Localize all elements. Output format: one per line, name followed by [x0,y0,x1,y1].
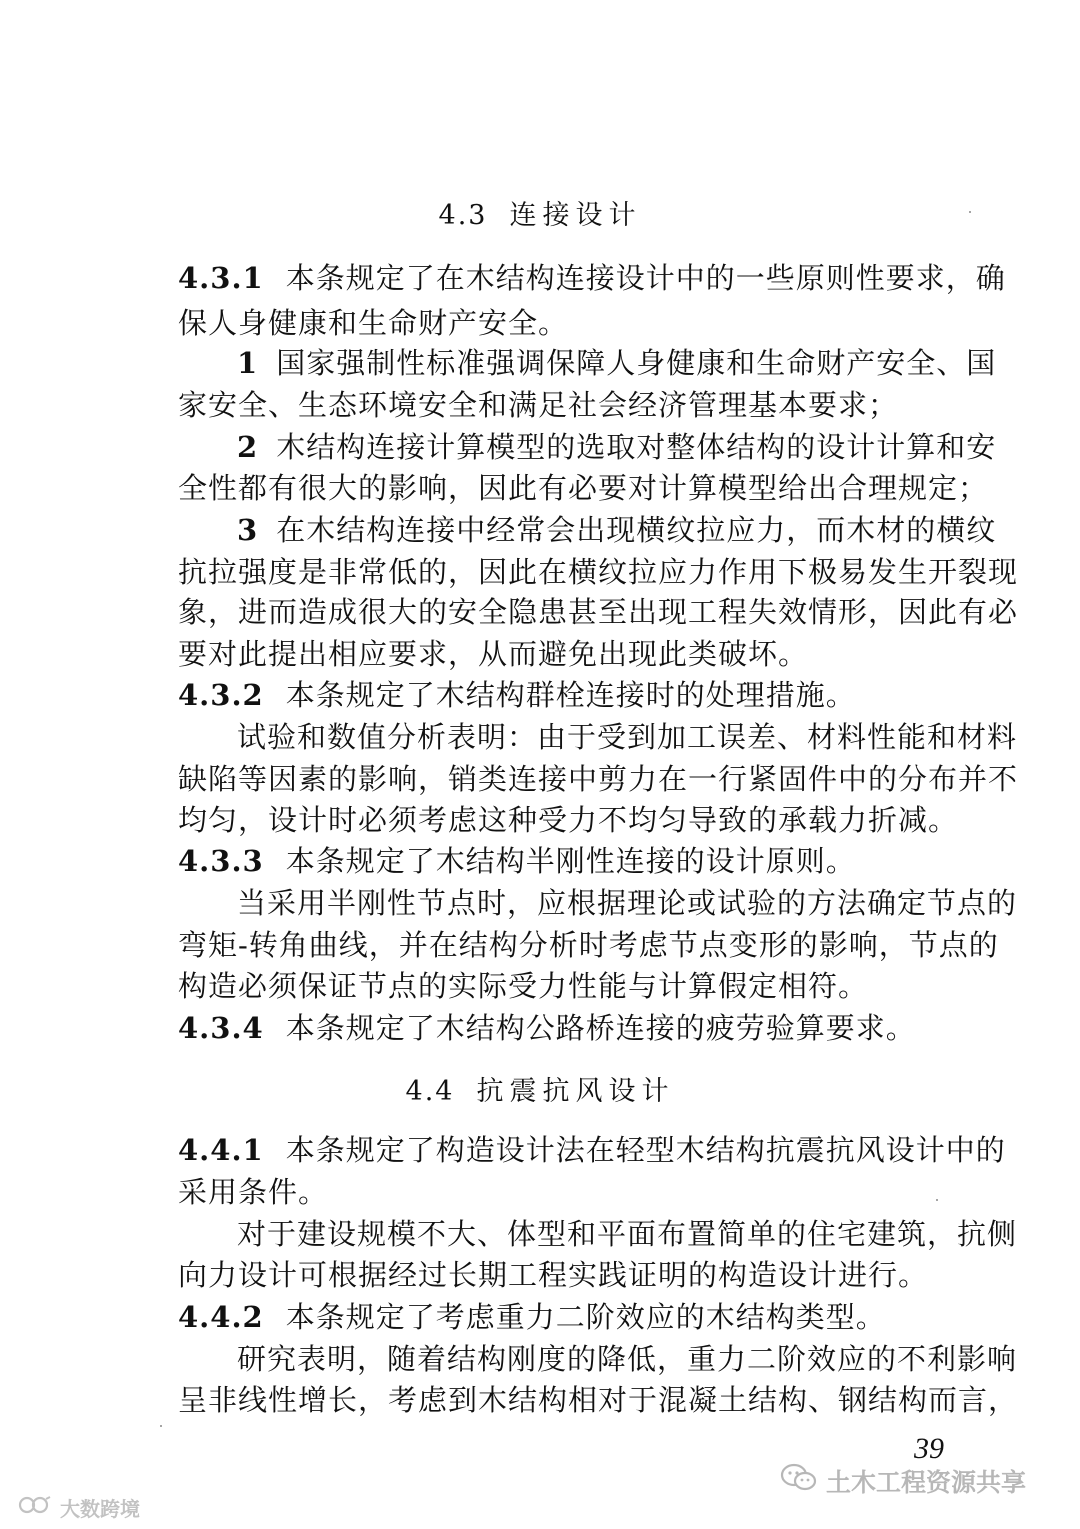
text-line: 向力设计可根据经过长期工程实践证明的构造设计进行。 [178,1258,929,1292]
clause-line [178,1006,916,1047]
text-line: 对于建设规模不大、体型和平面布置简单的住宅建筑，抗侧 [237,1217,1018,1251]
clause-number: 4.3.3 [178,844,264,878]
text-line: 采用条件。 [178,1175,329,1209]
clause-line [178,673,856,714]
page-number: 39 [914,1432,944,1465]
list-item-line [237,341,996,382]
text-line: 家安全、生态环境安全和满足社会经济管理基本要求； [178,388,899,422]
text-line: 要对此提出相应要求，从而避免出现此类破坏。 [178,637,809,671]
item-text: 国家强制性标准强调保障人身健康和生命财产安全、国 [276,346,997,380]
clause-number: 4.4.2 [178,1300,264,1334]
text-line: 试验和数值分析表明：由于受到加工误差、材料性能和材料 [237,720,1018,754]
clause-number: 4.3.2 [178,678,264,712]
list-item-line [237,425,996,466]
text-line: 保人身健康和生命财产安全。 [178,306,569,340]
clause-number: 4.3.1 [178,261,264,295]
watermark-right-text: 土木工程资源共享 [826,1468,1027,1497]
scan-speck [160,1425,162,1427]
section-number: 4.3 [438,200,488,231]
text-line: 均匀，设计时必须考虑这种受力不均匀导致的承载力折减。 [178,803,959,837]
scan-speck [936,1199,938,1201]
wechat-icon [780,1463,818,1499]
clause-text: 本条规定了木结构群栓连接时的处理措施。 [285,678,856,712]
clause-text: 本条规定了构造设计法在轻型木结构抗震抗风设计中的 [285,1133,1006,1167]
clause-line [178,256,1006,297]
text-line: 构造必须保证节点的实际受力性能与计算假定相符。 [178,969,869,1003]
clause-text: 本条规定了在木结构连接设计中的一些原则性要求，确 [285,261,1006,295]
list-item-line [237,508,996,549]
text-line: 全性都有很大的影响，因此有必要对计算模型给出合理规定； [178,471,989,505]
clause-number: 4.4.1 [178,1133,264,1167]
section-number: 4.4 [405,1076,455,1107]
section-heading-4-4 [0,1069,1080,1108]
clause-line [178,1295,886,1336]
text-line: 缺陷等因素的影响，销类连接中剪力在一行紧固件中的分布并不 [178,762,1019,796]
scan-speck [969,211,971,213]
text-line: 研究表明，随着结构刚度的降低，重力二阶效应的不利影响 [237,1342,1018,1376]
item-number: 1 [237,346,259,380]
clause-text: 本条规定了木结构半刚性连接的设计原则。 [285,844,856,878]
section-title: 抗震抗风设计 [476,1076,675,1107]
clause-line [178,1128,1006,1169]
item-text: 在木结构连接中经常会出现横纹拉应力，而木材的横纹 [276,513,997,547]
item-text: 木结构连接计算模型的选取对整体结构的设计计算和安 [276,430,997,464]
section-title: 连接设计 [509,200,642,231]
watermark-left-text: 大数跨境 [60,1497,140,1521]
clause-text: 本条规定了木结构公路桥连接的疲劳验算要求。 [285,1011,916,1045]
watermark-right [780,1463,1026,1499]
text-line: 象，进而造成很大的安全隐患甚至出现工程失效情形，因此有必 [178,595,1019,629]
text-line: 当采用半刚性节点时，应根据理论或试验的方法确定节点的 [237,886,1018,920]
watermark-left [18,1493,140,1522]
text-line: 弯矩-转角曲线，并在结构分析时考虑节点变形的影响，节点的 [178,928,999,962]
clause-number: 4.3.4 [178,1011,264,1045]
text-line: 呈非线性增长，考虑到木结构相对于混凝土结构、钢结构而言， [178,1383,1019,1417]
text-line: 抗拉强度是非常低的，因此在横纹拉应力作用下极易发生开裂现 [178,555,1019,589]
clause-text: 本条规定了考虑重力二阶效应的木结构类型。 [285,1300,886,1334]
brand-logo-icon [18,1493,52,1522]
section-heading-4-3 [0,193,1080,232]
item-number: 3 [237,513,259,547]
item-number: 2 [237,430,259,464]
clause-line [178,839,856,880]
